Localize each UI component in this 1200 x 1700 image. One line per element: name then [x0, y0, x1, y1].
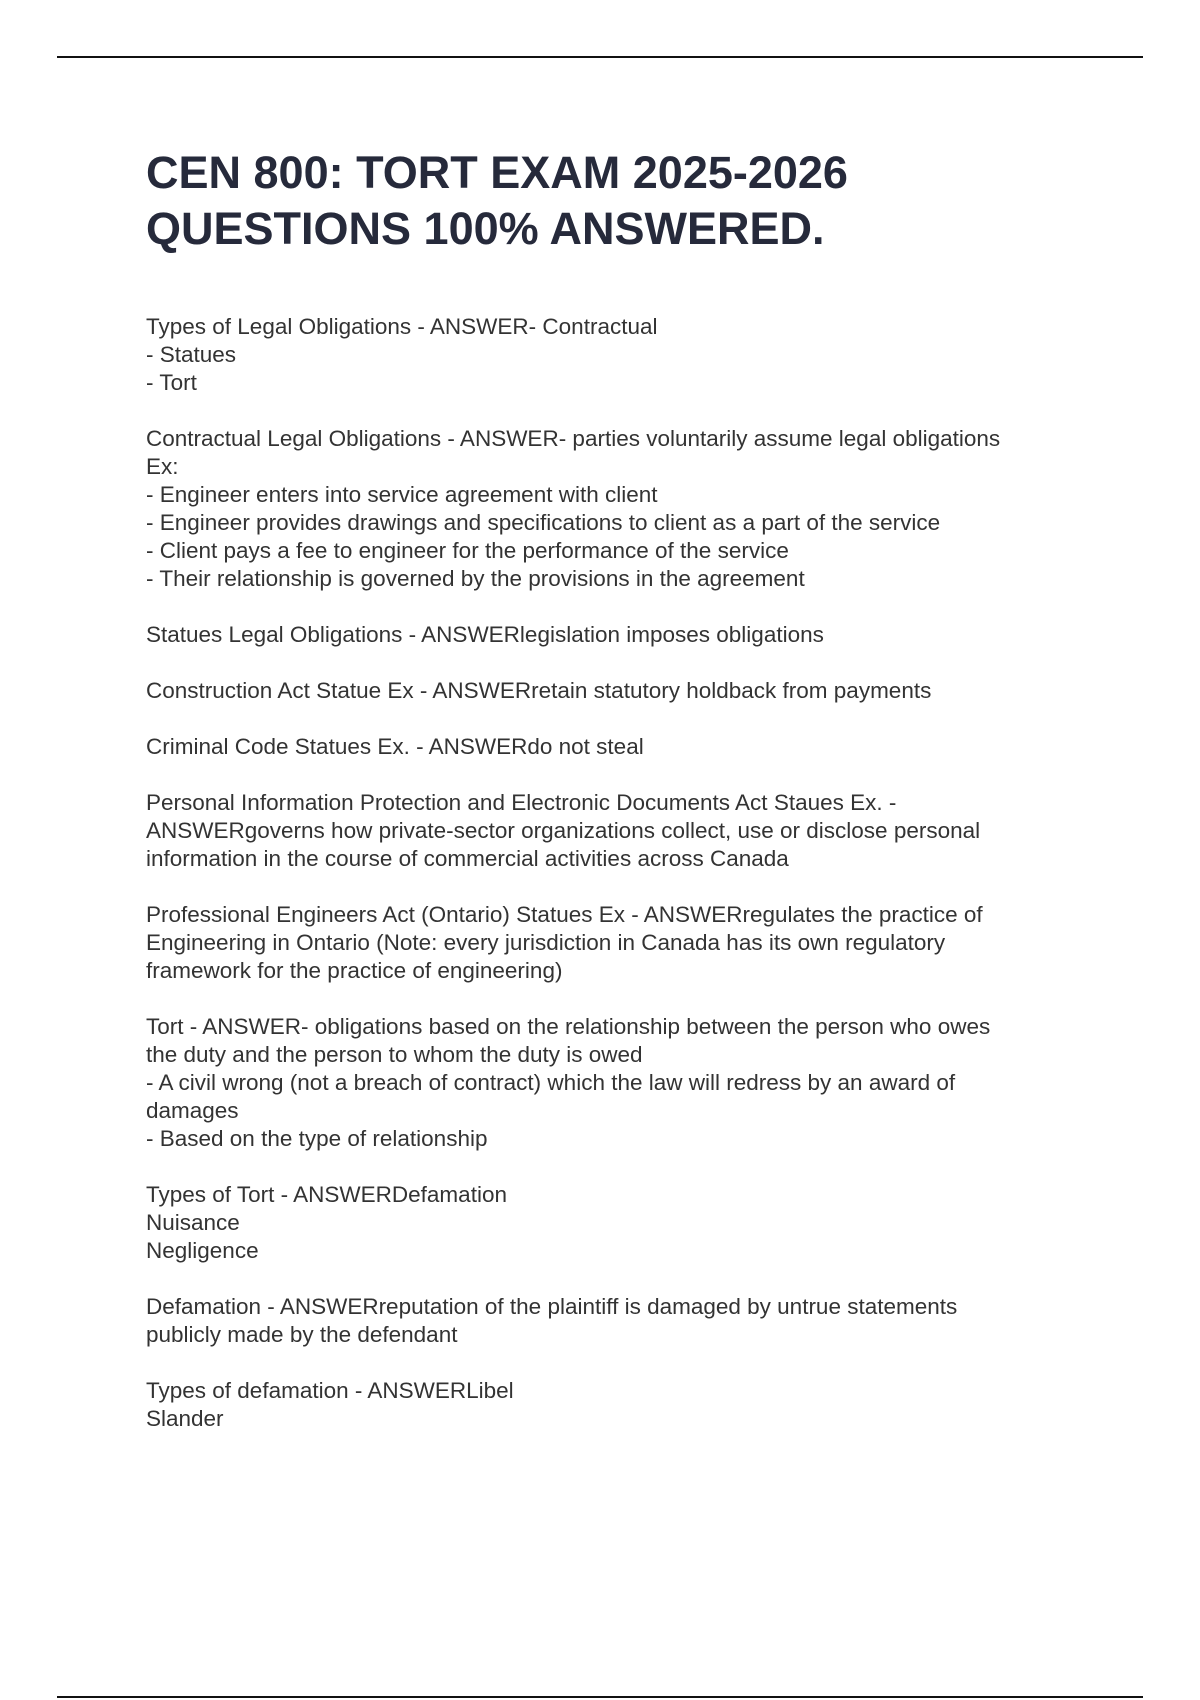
qa-answer-line: information in the course of commercial activities across Canada	[146, 846, 789, 871]
qa-answer-line: - Engineer enters into service agreement with client	[146, 482, 658, 507]
page-title	[146, 145, 1106, 257]
qa-answer-line: damages	[146, 1098, 239, 1123]
qa-entry	[146, 789, 1096, 873]
qa-answer-line: ANSWERgoverns how private-sector organizations collect, use or disclose personal	[146, 818, 981, 843]
bottom-divider	[57, 1696, 1143, 1698]
qa-answer-line: - Their relationship is governed by the provisions in the agreement	[146, 566, 805, 591]
qa-question-line: Tort - ANSWER- obligations based on the relationship between the person who owes	[146, 1014, 991, 1039]
qa-question-line: Types of Tort - ANSWERDefamation	[146, 1182, 507, 1207]
qa-entry	[146, 1377, 1096, 1433]
qa-question-line: Types of Legal Obligations - ANSWER- Contractual	[146, 314, 658, 339]
qa-entry	[146, 901, 1096, 985]
qa-question-line: Personal Information Protection and Electronic Documents Act Staues Ex. -	[146, 790, 897, 815]
qa-question-line: Professional Engineers Act (Ontario) Statues Ex - ANSWERregulates the practice of	[146, 902, 983, 927]
qa-answer-line: publicly made by the defendant	[146, 1322, 458, 1347]
qa-answer-line: - Client pays a fee to engineer for the performance of the service	[146, 538, 789, 563]
qa-question-line: Criminal Code Statues Ex. - ANSWERdo not steal	[146, 734, 644, 759]
qa-answer-line: - Statues	[146, 342, 237, 367]
title-line-1: CEN 800: TORT EXAM 2025-2026	[146, 147, 848, 198]
title-line-2: QUESTIONS 100% ANSWERED.	[146, 203, 825, 254]
qa-answer-line: Engineering in Ontario (Note: every jurisdiction in Canada has its own regulatory	[146, 930, 946, 955]
qa-question-line: Defamation - ANSWERreputation of the plaintiff is damaged by untrue statements	[146, 1294, 958, 1319]
qa-answer-line: Slander	[146, 1406, 224, 1431]
qa-list	[146, 313, 1096, 1461]
qa-entry	[146, 425, 1096, 593]
qa-answer-line: Ex:	[146, 454, 179, 479]
qa-entry	[146, 733, 1096, 761]
qa-entry	[146, 621, 1096, 649]
qa-question-line: Types of defamation - ANSWERLibel	[146, 1378, 514, 1403]
top-divider	[57, 56, 1143, 58]
qa-answer-line: - Engineer provides drawings and specifications to client as a part of the service	[146, 510, 941, 535]
qa-question-line: Statues Legal Obligations - ANSWERlegislation imposes obligations	[146, 622, 824, 647]
qa-answer-line: - A civil wrong (not a breach of contract) which the law will redress by an award of	[146, 1070, 956, 1095]
qa-entry	[146, 313, 1096, 397]
qa-answer-line: the duty and the person to whom the duty is owed	[146, 1042, 643, 1067]
qa-entry	[146, 1181, 1096, 1265]
qa-question-line: Construction Act Statue Ex - ANSWERretain statutory holdback from payments	[146, 678, 932, 703]
qa-entry	[146, 677, 1096, 705]
qa-question-line: Contractual Legal Obligations - ANSWER- parties voluntarily assume legal obligations	[146, 426, 1001, 451]
qa-answer-line: framework for the practice of engineering)	[146, 958, 563, 983]
qa-answer-line: Negligence	[146, 1238, 259, 1263]
qa-answer-line: Nuisance	[146, 1210, 240, 1235]
qa-entry	[146, 1013, 1096, 1153]
qa-answer-line: - Tort	[146, 370, 197, 395]
qa-answer-line: - Based on the type of relationship	[146, 1126, 488, 1151]
qa-entry	[146, 1293, 1096, 1349]
